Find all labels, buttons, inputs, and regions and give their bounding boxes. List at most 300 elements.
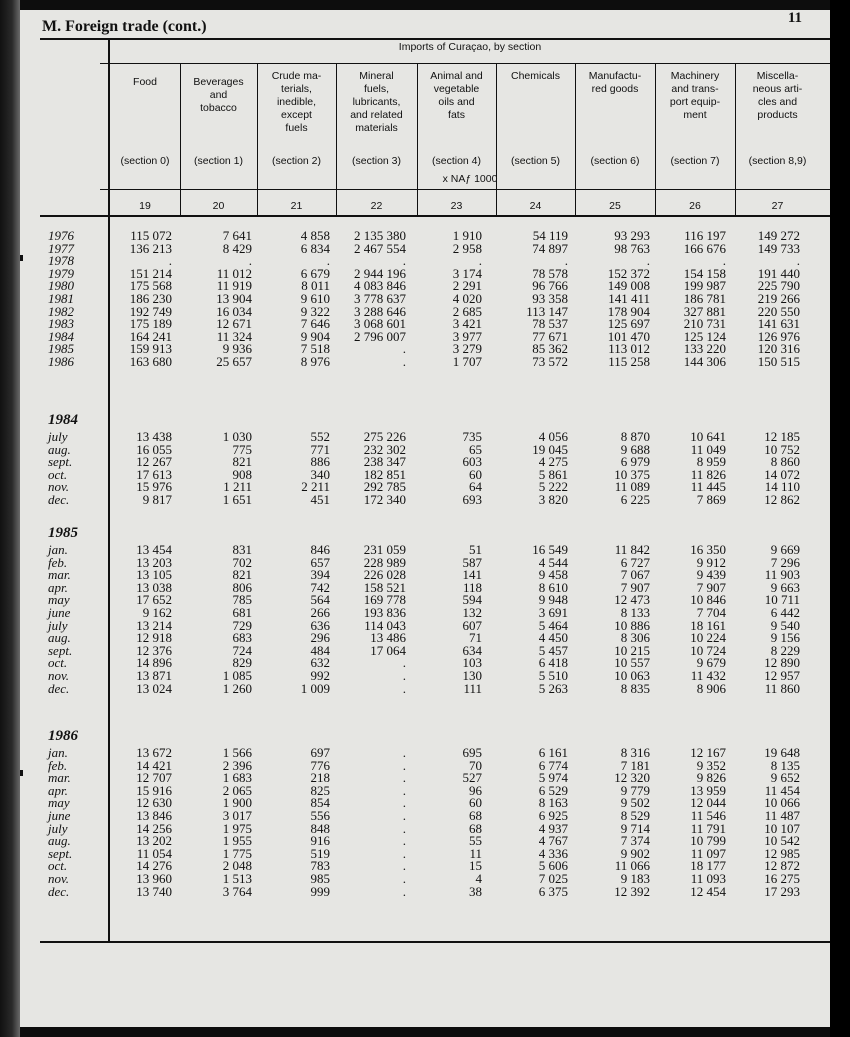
table-cell: 13 959: [690, 782, 726, 798]
column-section: (section 7): [670, 155, 720, 167]
table-cell: 829: [232, 655, 252, 671]
table-cell: 4 275: [538, 454, 568, 470]
table-cell: 6 529: [538, 782, 568, 798]
table-cell: 158 521: [363, 579, 406, 595]
margin-mark: [20, 255, 23, 261]
table-cell: .: [402, 883, 406, 899]
table-cell: 16 549: [532, 542, 568, 557]
group-year-heading: 1985: [48, 525, 78, 541]
table-cell: 3 977: [452, 328, 482, 344]
table-cell: 210 731: [683, 316, 726, 332]
table-cell: 152 372: [607, 265, 650, 281]
table-cell: 163 680: [129, 354, 172, 369]
table-cell: 8 135: [770, 757, 800, 773]
table-cell: 12 267: [136, 454, 172, 470]
table-cell: .: [402, 833, 406, 849]
table-cell: 54 119: [532, 228, 568, 243]
row-label: 1985: [48, 341, 74, 357]
table-cell: 10 224: [690, 630, 726, 646]
table-cell: .: [402, 757, 406, 773]
column-header: [655, 70, 735, 165]
table-cell: 13 038: [136, 579, 172, 595]
table-cell: 13 454: [136, 542, 172, 557]
table-cell: 7 704: [696, 605, 726, 620]
table-cell: 11 324: [216, 328, 252, 344]
table-cell: 13 672: [136, 745, 172, 760]
table-cell: 2 065: [222, 782, 252, 798]
table-cell: 9 688: [620, 441, 650, 457]
table-cell: 3 778 637: [354, 291, 406, 306]
table-cell: 55: [469, 833, 482, 849]
column-title: Chemicals: [510, 70, 560, 82]
table-cell: 451: [310, 492, 330, 507]
table-cell: 13 960: [136, 871, 172, 886]
table-cell: 6 418: [538, 655, 568, 671]
table-cell: 9 936: [222, 341, 252, 357]
table-cell: 806: [232, 579, 252, 595]
table-cell: 73 572: [532, 354, 568, 369]
table-cell: 8 133: [620, 605, 650, 620]
table-cell: 68: [469, 820, 482, 836]
table-cell: 38: [469, 883, 482, 899]
column-title: Beverages and tobacco: [193, 76, 244, 114]
table-cell: .: [326, 253, 330, 269]
table-cell: 6 161: [538, 745, 568, 760]
column-section: (section 6): [590, 155, 640, 167]
table-cell: 771: [310, 441, 330, 457]
table-cell: 10 063: [614, 668, 650, 683]
table-cell: .: [402, 668, 406, 683]
table-cell: 783: [310, 858, 330, 874]
column-title: Machinery and trans- port equip- ment: [669, 70, 721, 121]
table-cell: 220 550: [757, 303, 800, 319]
column-number: 20: [212, 200, 225, 212]
table-cell: 18 161: [690, 617, 726, 633]
table-cell: 1 260: [222, 680, 252, 696]
table-cell: 14 110: [764, 479, 800, 495]
table-cell: .: [402, 808, 406, 823]
column-section: (section 5): [510, 155, 561, 167]
table-cell: 702: [232, 554, 252, 570]
table-cell: 831: [232, 542, 252, 557]
table-cell: 564: [310, 592, 330, 608]
table-cell: 11: [469, 845, 482, 861]
table-cell: 133 220: [683, 341, 726, 357]
table-cell: 2 796 007: [354, 328, 406, 344]
table-cell: 10 711: [764, 592, 800, 608]
table-cell: 3 691: [538, 605, 568, 620]
header-rule: [100, 63, 830, 64]
table-cell: 141: [462, 567, 482, 583]
table-cell: 60: [469, 795, 482, 811]
table-cell: 115 072: [130, 228, 172, 243]
group-year-heading: 1986: [48, 728, 78, 744]
table-cell: 68: [469, 808, 482, 823]
table-cell: 12 707: [136, 770, 172, 786]
table-cell: .: [796, 253, 800, 269]
table-cell: 681: [232, 605, 252, 620]
table-cell: 78 578: [532, 265, 568, 281]
table-cell: 9 902: [620, 845, 650, 861]
table-cell: 8 835: [620, 680, 650, 696]
column-header: [336, 70, 417, 165]
table-cell: 98 763: [614, 240, 650, 256]
table-cell: 17 652: [136, 592, 172, 608]
table-cell: 1 009: [300, 680, 330, 696]
row-label: 1980: [48, 278, 74, 294]
table-cell: 9 679: [696, 655, 726, 671]
table-cell: 149 008: [607, 278, 650, 294]
row-label: sept.: [48, 845, 73, 861]
column-header: [180, 76, 257, 171]
table-cell: 14 072: [764, 466, 800, 482]
table-cell: 70: [469, 757, 482, 773]
table-cell: 16 055: [136, 441, 172, 457]
table-cell: 13 904: [216, 291, 252, 306]
table-cell: 785: [232, 592, 252, 608]
row-label: aug.: [48, 833, 71, 849]
table-cell: 6 979: [620, 454, 650, 470]
table-cell: 115 258: [608, 354, 650, 369]
row-label: oct.: [48, 858, 68, 874]
table-cell: 5 606: [538, 858, 568, 874]
table-cell: .: [402, 845, 406, 861]
table-cell: 12 185: [764, 429, 800, 444]
body-rule: [40, 215, 830, 217]
row-label: 1979: [48, 265, 74, 281]
table-cell: 3 421: [452, 316, 482, 332]
table-cell: 886: [310, 454, 330, 470]
table-cell: 12 473: [614, 592, 650, 608]
table-cell: 3 068 601: [354, 316, 406, 332]
table-cell: 93 293: [614, 228, 650, 243]
table-cell: 9 183: [620, 871, 650, 886]
table-cell: 340: [310, 466, 330, 482]
table-cell: 18 177: [690, 858, 726, 874]
table-cell: 266: [310, 605, 330, 620]
table-cell: 228 989: [363, 554, 406, 570]
table-cell: 11 012: [216, 265, 252, 281]
table-cell: 1 900: [222, 795, 252, 811]
table-cell: 6 225: [620, 492, 650, 507]
column-section: (section 3): [351, 155, 402, 167]
row-label: aug.: [48, 630, 71, 646]
table-cell: 7 374: [620, 833, 650, 849]
table-cell: 6 679: [300, 265, 330, 281]
table-cell: 125 697: [607, 316, 650, 332]
row-label: oct.: [48, 655, 68, 671]
table-cell: 2 944 196: [354, 265, 406, 281]
table-cell: .: [402, 745, 406, 760]
margin-mark: [20, 770, 23, 776]
table-cell: 1 651: [222, 492, 252, 507]
table-cell: 292 785: [363, 479, 406, 495]
table-cell: 149 272: [757, 228, 800, 243]
row-label: july: [48, 820, 68, 836]
table-cell: 11 546: [690, 808, 726, 823]
table-cell: .: [402, 820, 406, 836]
table-cell: 19 648: [764, 745, 800, 760]
table-cell: 7 869: [696, 492, 726, 507]
table-cell: 4 056: [538, 429, 568, 444]
table-cell: 9 156: [770, 630, 800, 646]
table-cell: .: [402, 680, 406, 696]
table-cell: 7 907: [696, 579, 726, 595]
table-cell: 9 352: [696, 757, 726, 773]
table-cell: 150 515: [757, 354, 800, 369]
table-cell: 5 974: [538, 770, 568, 786]
row-label: dec.: [48, 883, 70, 899]
table-cell: 9 779: [620, 782, 650, 798]
table-cell: 13 438: [136, 429, 172, 444]
column-number: 23: [450, 200, 463, 212]
table-cell: 8 011: [301, 278, 330, 294]
table-cell: 12 376: [136, 642, 172, 658]
row-label: 1983: [48, 316, 74, 332]
table-cell: 13 486: [370, 630, 406, 646]
table-cell: 7 907: [620, 579, 650, 595]
table-top-rule: [40, 38, 830, 40]
table-cell: 11 454: [764, 782, 800, 798]
table-cell: 10 724: [690, 642, 726, 658]
table-cell: 11 445: [690, 479, 726, 495]
row-label: dec.: [48, 492, 70, 507]
table-cell: 2 048: [222, 858, 252, 874]
table-cell: 126 976: [757, 328, 800, 344]
column-header: [257, 70, 336, 165]
table-cell: 1 030: [222, 429, 252, 444]
row-label: nov.: [48, 668, 70, 683]
table-cell: 4 937: [538, 820, 568, 836]
row-label: apr.: [48, 579, 68, 595]
table-cell: 151 214: [129, 265, 172, 281]
table-cell: .: [646, 253, 650, 269]
table-cell: 12 044: [690, 795, 726, 811]
table-cell: 10 542: [764, 833, 800, 849]
table-cell: 12 392: [614, 883, 650, 899]
table-cell: 16 275: [764, 871, 800, 886]
table-cell: 13 740: [136, 883, 172, 899]
table-cell: 19 045: [532, 441, 568, 457]
table-cell: 9 663: [770, 579, 800, 595]
table-cell: 218: [310, 770, 330, 786]
table-cell: 552: [310, 429, 330, 444]
table-cell: 10 107: [764, 820, 800, 836]
column-title: Animal and vegetable oils and fats: [430, 70, 483, 121]
table-cell: 154 158: [683, 265, 726, 281]
table-cell: 12 671: [216, 316, 252, 332]
table-cell: 219 266: [757, 291, 800, 306]
table-cell: 12 890: [764, 655, 800, 671]
table-cell: 9 714: [620, 820, 650, 836]
table-cell: 8 610: [538, 579, 568, 595]
document-page: [20, 10, 830, 1027]
table-cell: 192 749: [129, 303, 172, 319]
table-cell: 186 230: [129, 291, 172, 306]
table-cell: 12 918: [136, 630, 172, 646]
table-cell: 8 306: [620, 630, 650, 646]
column-title: Miscella- neous arti- cles and products: [752, 70, 803, 121]
table-cell: 9 162: [142, 605, 172, 620]
table-cell: 742: [310, 579, 330, 595]
table-cell: 1 683: [222, 770, 252, 786]
table-cell: 10 846: [690, 592, 726, 608]
row-label: 1976: [48, 228, 74, 243]
table-cell: 5 457: [538, 642, 568, 658]
table-cell: 11 432: [690, 668, 726, 683]
table-cell: 2 685: [452, 303, 482, 319]
table-cell: 11 860: [764, 680, 800, 696]
table-cell: 775: [232, 441, 252, 457]
column-number: 27: [771, 200, 784, 212]
table-cell: 1 566: [222, 745, 252, 760]
table-cell: 587: [462, 554, 482, 570]
table-cell: 9 826: [696, 770, 726, 786]
table-cell: 238 347: [363, 454, 406, 470]
table-cell: 101 470: [607, 328, 650, 344]
table-cell: 10 066: [764, 795, 800, 811]
table-cell: 6 925: [538, 808, 568, 823]
table-cell: 96 766: [532, 278, 568, 294]
table-cell: 14 256: [136, 820, 172, 836]
table-cell: 854: [310, 795, 330, 811]
table-cell: 113 147: [526, 303, 568, 319]
table-cell: 226 028: [363, 567, 406, 583]
table-cell: 695: [462, 745, 482, 760]
table-cell: 96: [469, 782, 482, 798]
table-cell: 296: [310, 630, 330, 646]
row-label: june: [48, 808, 71, 823]
table-cell: 25 657: [216, 354, 252, 369]
column-header: [110, 76, 180, 171]
table-cell: 10 886: [614, 617, 650, 633]
table-cell: 594: [462, 592, 482, 608]
table-cell: 225 790: [757, 278, 800, 294]
table-cell: 821: [232, 567, 252, 583]
table-cell: 3 288 646: [354, 303, 406, 319]
table-cell: .: [248, 253, 252, 269]
table-cell: 164 241: [129, 328, 172, 344]
table-cell: 113 012: [608, 341, 650, 357]
table-cell: 11 089: [614, 479, 650, 495]
table-cell: 11 093: [690, 871, 726, 886]
table-cell: 3 017: [222, 808, 252, 823]
table-cell: 7 646: [300, 316, 330, 332]
row-label: 1986: [48, 354, 74, 369]
table-cell: 908: [232, 466, 252, 482]
table-cell: 15: [469, 858, 482, 874]
table-cell: 999: [310, 883, 330, 899]
column-section: (section 4): [431, 155, 482, 167]
table-cell: .: [564, 253, 568, 269]
table-cell: 8 163: [538, 795, 568, 811]
column-title: Mineral fuels, lubricants, and related materials: [350, 70, 403, 134]
table-cell: 4 083 846: [354, 278, 406, 294]
table-cell: 985: [310, 871, 330, 886]
row-label: mar.: [48, 567, 71, 583]
table-cell: 114 043: [364, 617, 406, 633]
table-cell: 4 858: [300, 228, 330, 243]
row-label: mar.: [48, 770, 71, 786]
column-section: (section 0): [120, 155, 170, 167]
table-cell: 13 024: [136, 680, 172, 696]
table-cell: 11 791: [690, 820, 726, 836]
column-number: 24: [529, 200, 542, 212]
table-cell: 9 817: [142, 492, 172, 507]
column-header: [735, 70, 820, 165]
table-cell: 1 955: [222, 833, 252, 849]
table-cell: 136 213: [129, 240, 172, 256]
table-cell: 992: [310, 668, 330, 683]
table-cell: 169 778: [363, 592, 406, 608]
table-cell: 821: [232, 454, 252, 470]
table-cell: 2 211: [301, 479, 330, 495]
table-cell: 13 202: [136, 833, 172, 849]
table-cell: 175 189: [129, 316, 172, 332]
column-number: 19: [139, 200, 151, 212]
table-cell: 8 860: [770, 454, 800, 470]
table-cell: .: [402, 655, 406, 671]
table-cell: 6 442: [770, 605, 800, 620]
table-cell: 11 049: [690, 441, 726, 457]
table-cell: 3 820: [538, 492, 568, 507]
table-cell: 11 903: [764, 567, 800, 583]
table-cell: 178 904: [607, 303, 650, 319]
table-cell: 60: [469, 466, 482, 482]
table-cell: 5 510: [538, 668, 568, 683]
table-cell: 2 135 380: [354, 228, 406, 243]
row-label: sept.: [48, 454, 73, 470]
table-cell: 846: [310, 542, 330, 557]
table-cell: 14 896: [136, 655, 172, 671]
table-cell: 13 105: [136, 567, 172, 583]
table-cell: 519: [310, 845, 330, 861]
table-cell: 71: [469, 630, 482, 646]
table-cell: 4: [475, 871, 482, 886]
column-title: Crude ma- terials, inedible, except fuels: [271, 70, 322, 134]
table-cell: 327 881: [683, 303, 726, 319]
table-cell: 9 439: [696, 567, 726, 583]
table-cell: 8 429: [222, 240, 252, 256]
table-cell: 15 916: [136, 782, 172, 798]
table-cell: 6 727: [620, 554, 650, 570]
column-section: (section 8,9): [748, 155, 807, 167]
table-cell: 1 707: [452, 354, 482, 369]
table-cell: 2 291: [452, 278, 482, 294]
table-cell: 7 518: [300, 341, 330, 357]
table-cell: 9 669: [770, 542, 800, 557]
table-cell: 527: [462, 770, 482, 786]
table-cell: 7 067: [620, 567, 650, 583]
row-label: aug.: [48, 441, 71, 457]
table-cell: 1 910: [452, 228, 482, 243]
table-cell: 11 487: [764, 808, 800, 823]
table-cell: 6 774: [538, 757, 568, 773]
table-cell: 118: [462, 579, 482, 595]
table-cell: 232 302: [363, 441, 406, 457]
table-cell: 3 174: [452, 265, 482, 281]
table-cell: 186 781: [683, 291, 726, 306]
table-cell: 175 568: [129, 278, 172, 294]
book-binding: [0, 0, 20, 1037]
table-cell: 8 316: [620, 745, 650, 760]
column-header: [417, 70, 496, 165]
table-cell: 724: [232, 642, 252, 658]
column-section: (section 2): [271, 155, 322, 167]
table-cell: 78 537: [532, 316, 568, 332]
table-cell: 64: [469, 479, 482, 495]
table-cell: 1 975: [222, 820, 252, 836]
